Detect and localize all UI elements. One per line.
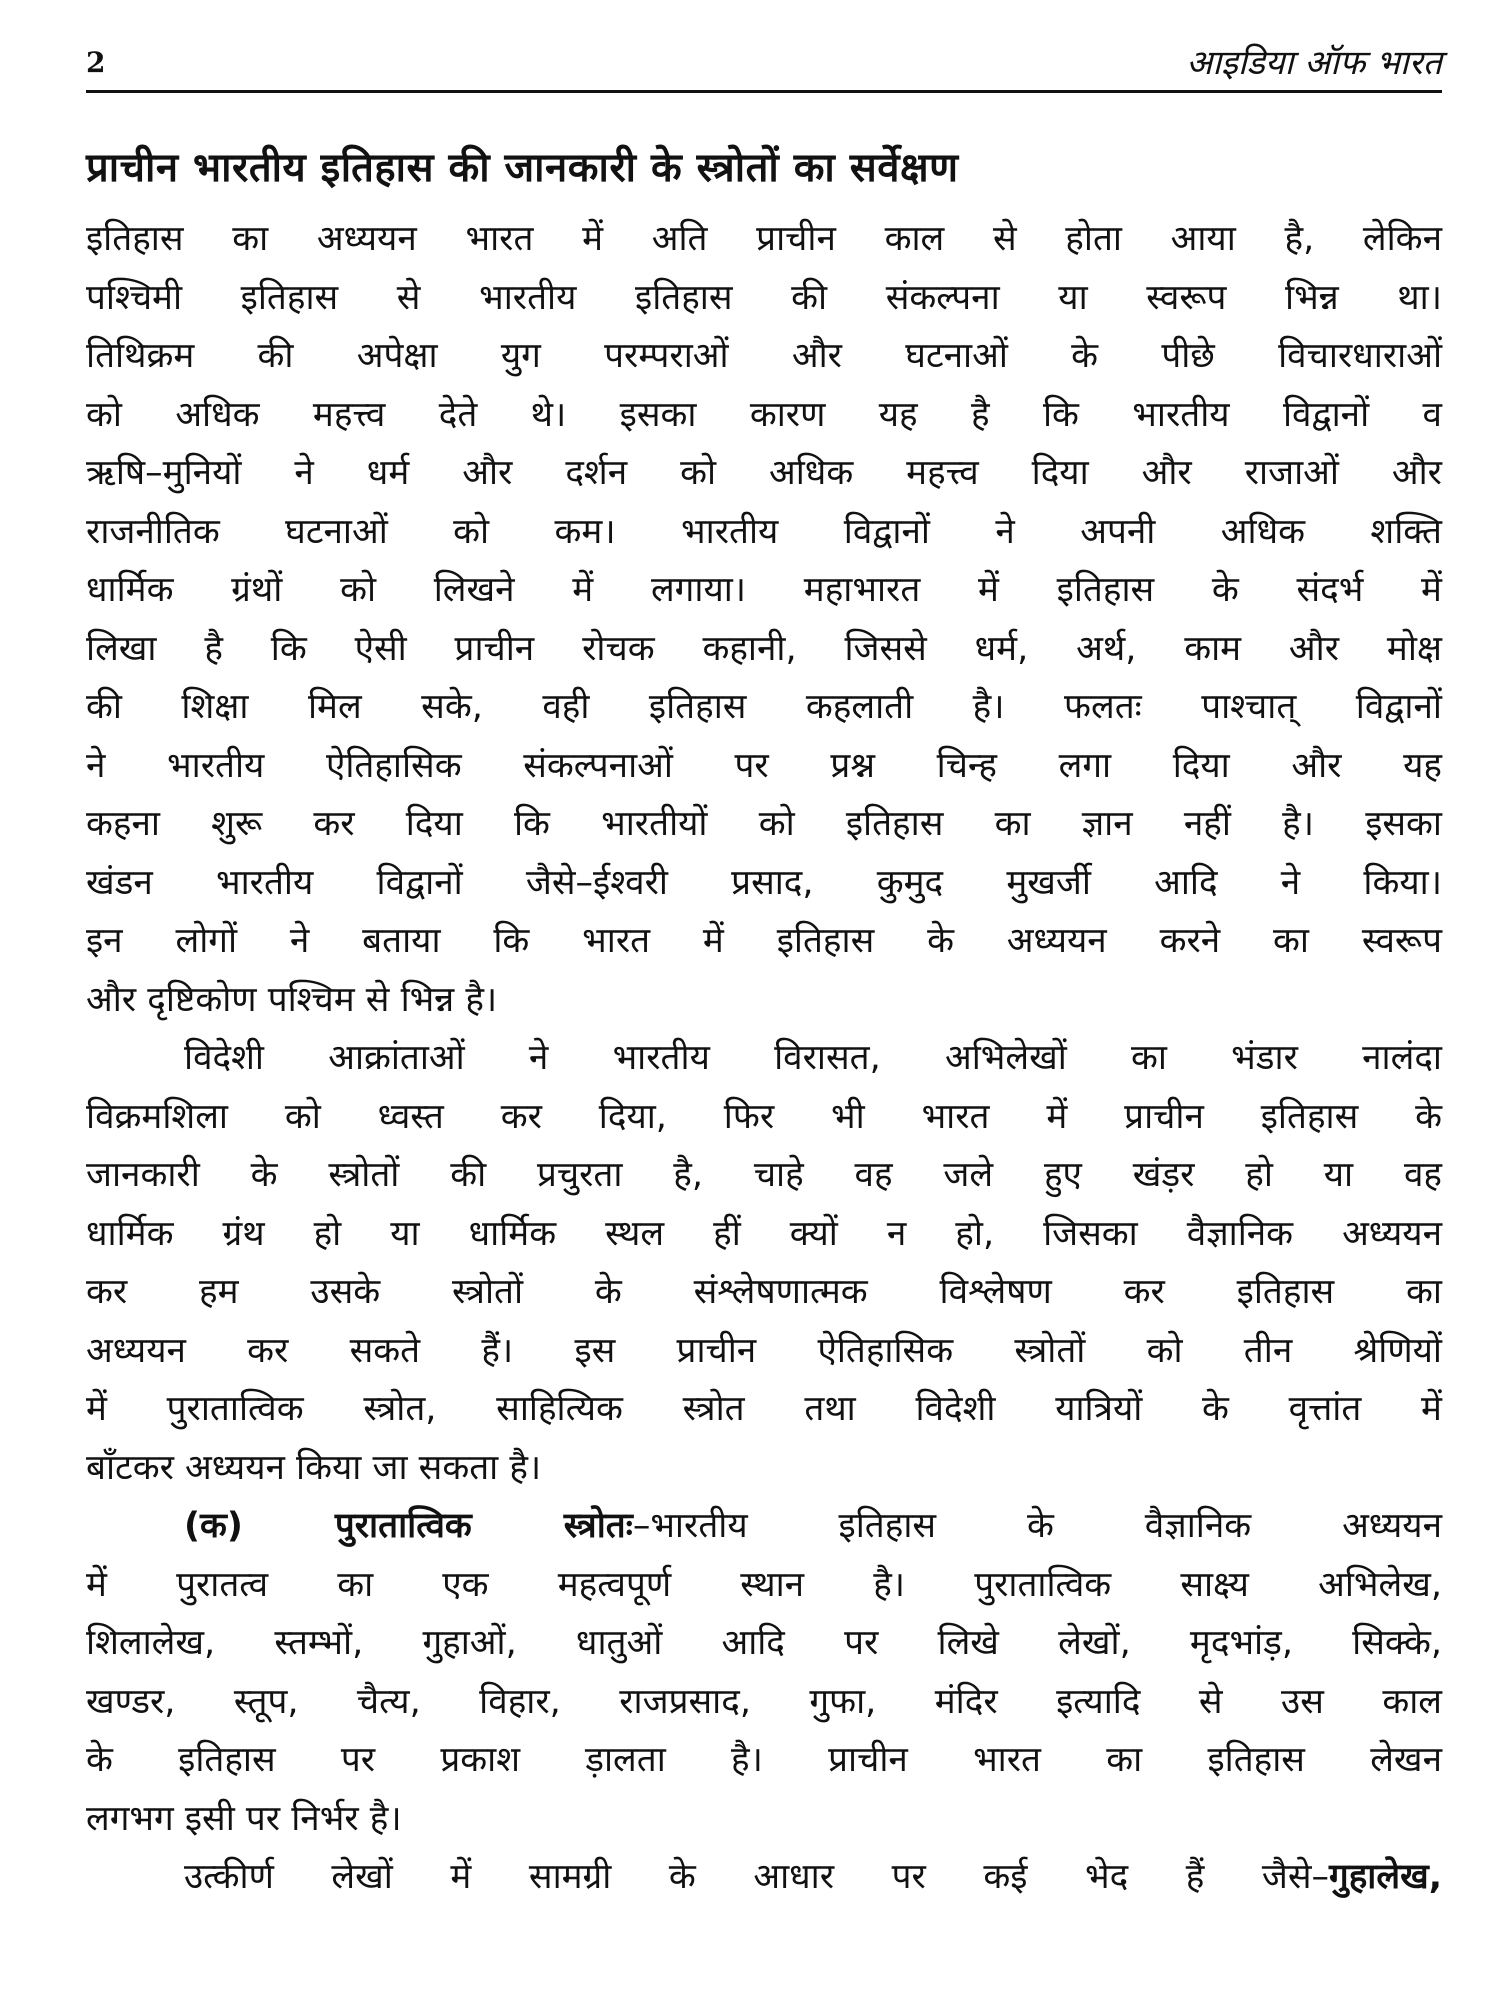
subsection-label: (क) पुरातात्विक स्त्रोतः	[184, 1506, 633, 1546]
text-line: धार्मिक ग्रंथों को लिखने में लगाया। महाभारत में इतिहास के संदर्भ में	[86, 570, 1442, 610]
text-line: और दृष्टिकोण पश्चिम से भिन्न है।	[86, 979, 498, 1020]
text-run: उत्कीर्ण लेखों में सामग्री के आधार पर कई भेद हैं जैसे–	[184, 1857, 1329, 1897]
text-line: विदेशी आक्रांताओं ने भारतीय विरासत, अभिलेखों का भंडार नालंदा	[184, 1038, 1442, 1078]
text-line: इन लोगों ने बताया कि भारत में इतिहास के अध्ययन करने का स्वरूप	[86, 921, 1442, 961]
text-line: जानकारी के स्त्रोतों की प्रचुरता है, चाहे वह जले हुए खंड़र हो या वह	[86, 1155, 1442, 1195]
text-line: को अधिक महत्त्व देते थे। इसका कारण यह है कि भारतीय विद्वानों व	[86, 394, 1442, 435]
text-line: तिथिक्रम की अपेक्षा युग परम्पराओं और घटनाओं के पीछे विचारधाराओं	[86, 336, 1442, 376]
text-line: कर हम उसके स्त्रोतों के संश्लेषणात्मक विश्लेषण कर इतिहास का	[86, 1272, 1442, 1312]
text-line: कहना शुरू कर दिया कि भारतीयों को इतिहास का ज्ञान नहीं है। इसका	[86, 804, 1442, 844]
text-line: अध्ययन कर सकते हैं। इस प्राचीन ऐतिहासिक स्त्रोतों को तीन श्रेणियों	[86, 1330, 1442, 1371]
page-number: 2	[86, 46, 106, 79]
text-line: ने भारतीय ऐतिहासिक संकल्पनाओं पर प्रश्न चिन्ह लगा दिया और यह	[86, 745, 1442, 786]
text-line: राजनीतिक घटनाओं को कम। भारतीय विद्वानों ने अपनी अधिक शक्ति	[86, 511, 1442, 552]
page-header	[86, 38, 1442, 88]
running-title: आइडिया ऑफ भारत	[1186, 43, 1442, 83]
text-line: बाँटकर अध्ययन किया जा सकता है।	[86, 1447, 542, 1488]
text-line: के इतिहास पर प्रकाश ड़ालता है। प्राचीन भारत का इतिहास लेखन	[86, 1740, 1442, 1780]
text-line: में पुरातात्विक स्त्रोत, साहित्यिक स्त्रोत तथा विदेशी यात्रियों के वृत्तांत में	[86, 1389, 1442, 1429]
text-run: –भारतीय इतिहास के वैज्ञानिक अध्ययन	[632, 1506, 1442, 1546]
text-line: लगभग इसी पर निर्भर है।	[86, 1798, 402, 1839]
text-line: पश्चिमी इतिहास से भारतीय इतिहास की संकल्पना या स्वरूप भिन्न था।	[86, 277, 1442, 318]
text-line	[86, 1848, 1442, 1907]
text-line: लिखा है कि ऐसी प्राचीन रोचक कहानी, जिससे धर्म, अर्थ, काम और मोक्ष	[86, 628, 1442, 669]
text-line: की शिक्षा मिल सके, वही इतिहास कहलाती है। फलतः पाश्चात् विद्वानों	[86, 687, 1442, 727]
section-heading: प्राचीन भारतीय इतिहास की जानकारी के स्त्रोतों का सर्वेक्षण	[86, 145, 959, 191]
text-line: विक्रमशिला को ध्वस्त कर दिया, फिर भी भारत में प्राचीन इतिहास के	[86, 1096, 1442, 1137]
text-line: इतिहास का अध्ययन भारत में अति प्राचीन काल से होता आया है, लेकिन	[86, 219, 1442, 259]
text-line: शिलालेख, स्तम्भों, गुहाओं, धातुओं आदि पर लिखे लेखों, मृदभांड़, सिक्के,	[86, 1623, 1442, 1663]
text-line: में पुरातत्व का एक महत्वपूर्ण स्थान है। पुरातात्विक साक्ष्य अभिलेख,	[86, 1564, 1442, 1605]
text-line: खण्डर, स्तूप, चैत्य, विहार, राजप्रसाद, गुफा, मंदिर इत्यादि से उस काल	[86, 1681, 1442, 1722]
header-divider	[86, 90, 1442, 93]
text-line: ऋषि–मुनियों ने धर्म और दर्शन को अधिक महत्त्व दिया और राजाओं और	[86, 453, 1442, 493]
bold-term: गुहालेख,	[1328, 1857, 1442, 1897]
text-line: धार्मिक ग्रंथ हो या धार्मिक स्थल हीं क्यों न हो, जिसका वैज्ञानिक अध्ययन	[86, 1213, 1442, 1254]
text-line	[86, 1497, 1442, 1556]
body-text	[86, 210, 1442, 1907]
text-line: खंडन भारतीय विद्वानों जैसे–ईश्वरी प्रसाद, कुमुद मुखर्जी आदि ने किया।	[86, 862, 1442, 903]
